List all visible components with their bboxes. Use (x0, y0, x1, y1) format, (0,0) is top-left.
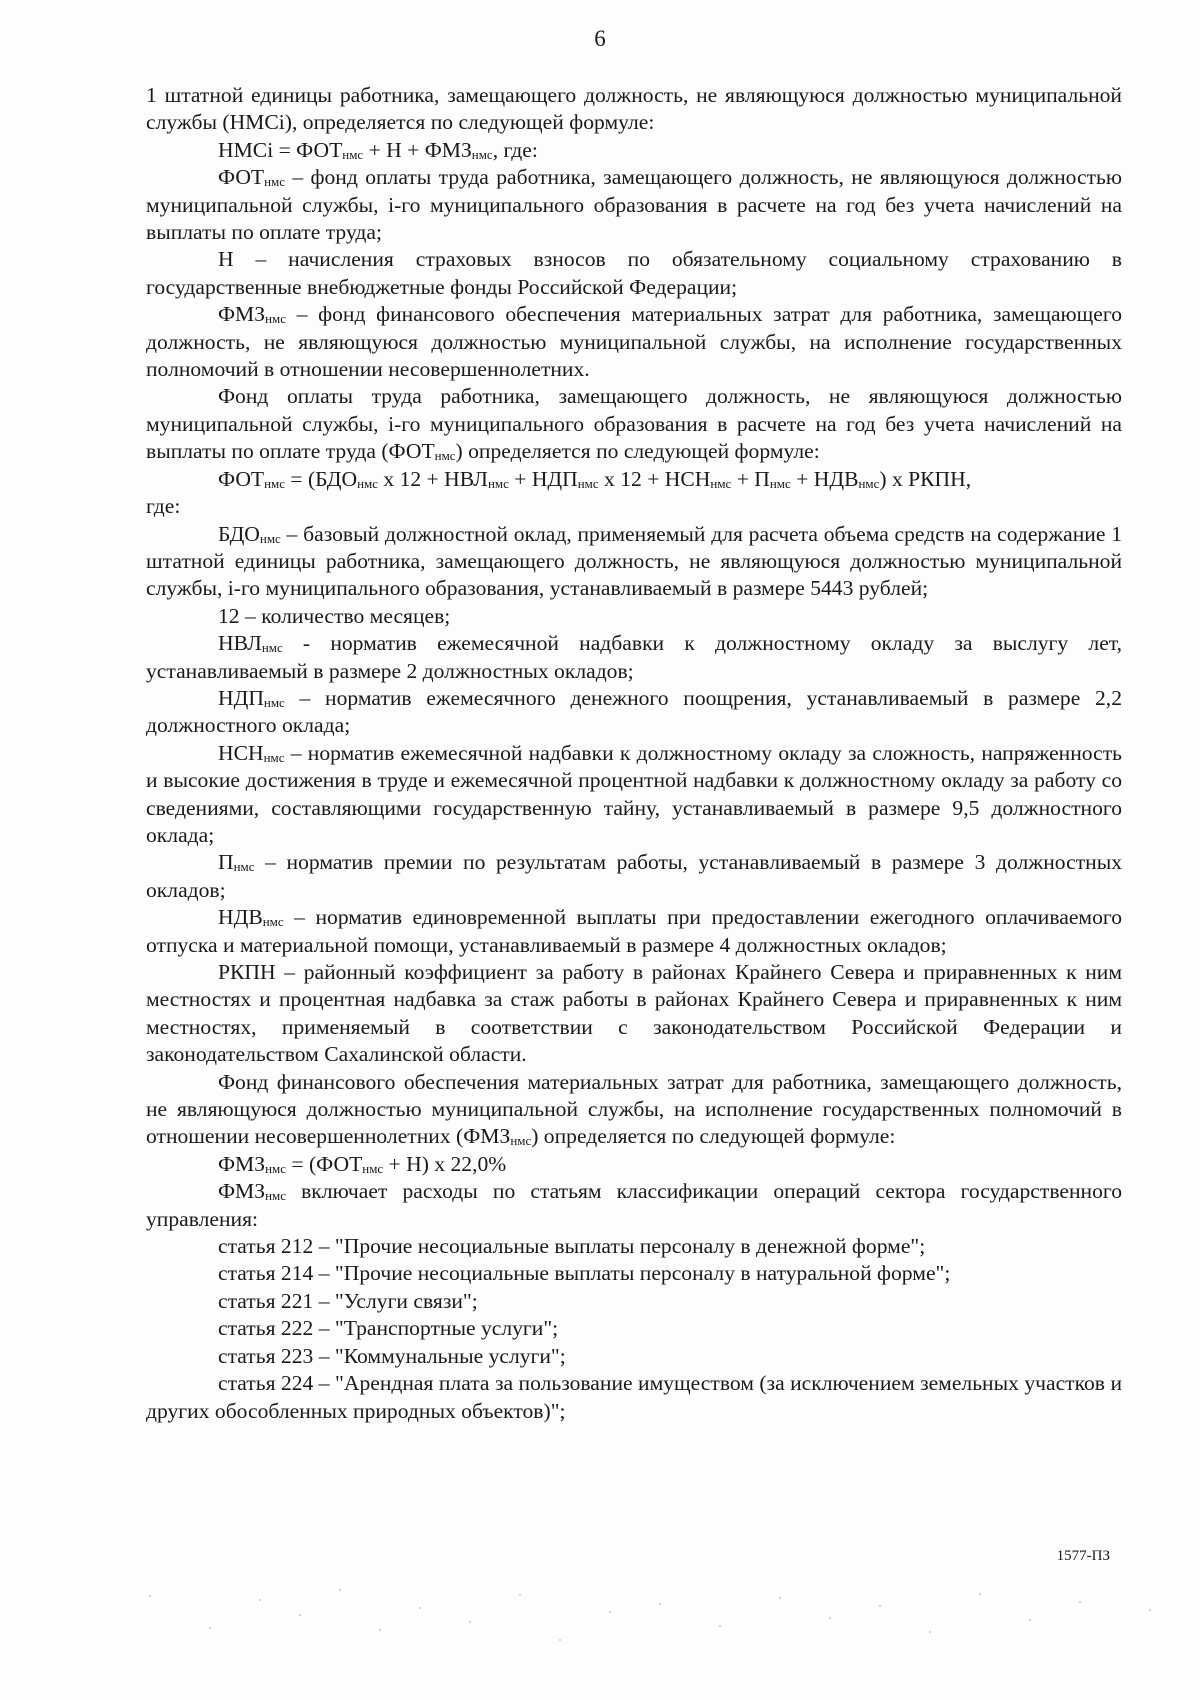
definition-n: Н – начисления страховых взносов по обязательному социальному страхованию в государственные внебюджетные фонды Российской Федерации; (146, 247, 1122, 299)
definition-ndp: $НДП_{нмс}$ – норматив ежемесячного денежного поощрения, устанавливаемый в размере 2,2 должностного оклада; (146, 685, 1122, 738)
definition-bdo: $БДО_{нмс}$ – базовый должностной оклад, применяемый для расчета объема средств на содержание 1 штатной единицы работника, замещающего должность, не являющуюся должностью муниципальной службы, i-го муниципального образования, устанавливаемый в размере 5443 рублей; (146, 521, 1122, 601)
paragraph-fmz-includes: $ФМЗ_{нмс}$ включает расходы по статьям классификации операций сектора государственного управления: (146, 1179, 1122, 1231)
article-214: статья 214 – "Прочие несоциальные выплаты персоналу в натуральной форме"; (218, 1261, 951, 1286)
definition-months: 12 – количество месяцев; (218, 603, 451, 628)
document-code: 1577-ПЗ (1056, 1548, 1110, 1564)
formula-fot: $ФОТ_{нмс} = (БДО_{нмс}$ х $12 + НВЛ_{нмс} + НДП_{нмс}$ х $12 + НСН_{нмс} + П_{нмс} + НДВ_{нмс}$) х РКПН, (218, 466, 972, 491)
paragraph-fot-intro: Фонд оплаты труда работника, замещающего должность, не являющуюся должностью муниципальной службы, i-го муниципального образования в расчете на год без учета начислений на выплаты по оплате труда $(ФОТ_{нмс})$ определяется по следующей формуле: (146, 384, 1122, 464)
definition-fot: $ФОТ_{нмс}$ – фонд оплаты труда работника, замещающего должность, не являющуюся должностью муниципальной службы, i-го муниципального образования в расчете на год без учета начислений на выплаты по оплате труда; (146, 165, 1122, 245)
definition-rkpn: РКПН – районный коэффициент за работу в районах Крайнего Севера и приравненных к ним местностях и процентная надбавка за стаж работы в районах Крайнего Севера и приравненных к ним местностях, применяемый в соответствии с законодательством Российской Федерации и законодательством Сахалинской области. (146, 960, 1122, 1067)
scan-noise (0, 1560, 1200, 1700)
article-224: статья 224 – "Арендная плата за пользование имуществом (за исключением земельных участков и других обособленных природных объектов)"; (146, 1371, 1122, 1423)
formula-where: где: (146, 494, 181, 519)
paragraph-fmz-intro: Фонд финансового обеспечения материальных затрат для работника, замещающего должность, не являющуюся должностью муниципальной службы, на исполнение государственных полномочий в отношении несовершеннолетних $(ФМЗ_{нмс})$ определяется по следующей формуле: (146, 1069, 1122, 1149)
formula-nmsi: НМСi = $ФОТ_{нмс} + Н + ФМЗ_{нмс}$, где: (218, 137, 538, 162)
definition-p: $П_{нмс}$ – норматив премии по результатам работы, устанавливаемый в размере 3 должностных окладов; (146, 850, 1122, 902)
document-body (146, 82, 1122, 1425)
article-222: статья 222 – "Транспортные услуги"; (218, 1316, 559, 1341)
definition-fmz: $ФМЗ_{нмс}$ – фонд финансового обеспечения материальных затрат для работника, замещающего должность, не являющуюся должностью муниципальной службы, на исполнение государственных полномочий в отношении несовершеннолетних. (146, 302, 1122, 382)
page-number: 6 (594, 26, 606, 51)
paragraph-intro: 1 штатной единицы работника, замещающего должность, не являющуюся должностью муниципальной службы (НМСi), определяется по следующей формуле: (146, 83, 1122, 135)
definition-nsn: $НСН_{нмс}$ – норматив ежемесячной надбавки к должностному окладу за сложность, напряженность и высокие достижения в труде и ежемесячной процентной надбавки к должностному окладу за работу со сведениями, составляющими государственную тайну, устанавливаемый в размере 9,5 должностного оклада; (146, 740, 1122, 847)
formula-fmz: $ФМЗ_{нмс} = (ФОТ_{нмс} + Н)$ х 22,0% (218, 1151, 507, 1176)
definition-ndv: $НДВ_{нмс}$ – норматив единовременной выплаты при предоставлении ежегодного оплачиваемого отпуска и материальной помощи, устанавливаемый в размере 4 должностных окладов; (146, 905, 1122, 957)
definition-nvl: $НВЛ_{нмс}$ - норматив ежемесячной надбавки к должностному окладу за выслугу лет, устанавливаемый в размере 2 должностных окладов; (146, 631, 1122, 683)
article-223: статья 223 – "Коммунальные услуги"; (218, 1343, 566, 1368)
article-221: статья 221 – "Услуги связи"; (218, 1288, 478, 1313)
article-212: статья 212 – "Прочие несоциальные выплаты персоналу в денежной форме"; (218, 1234, 926, 1259)
